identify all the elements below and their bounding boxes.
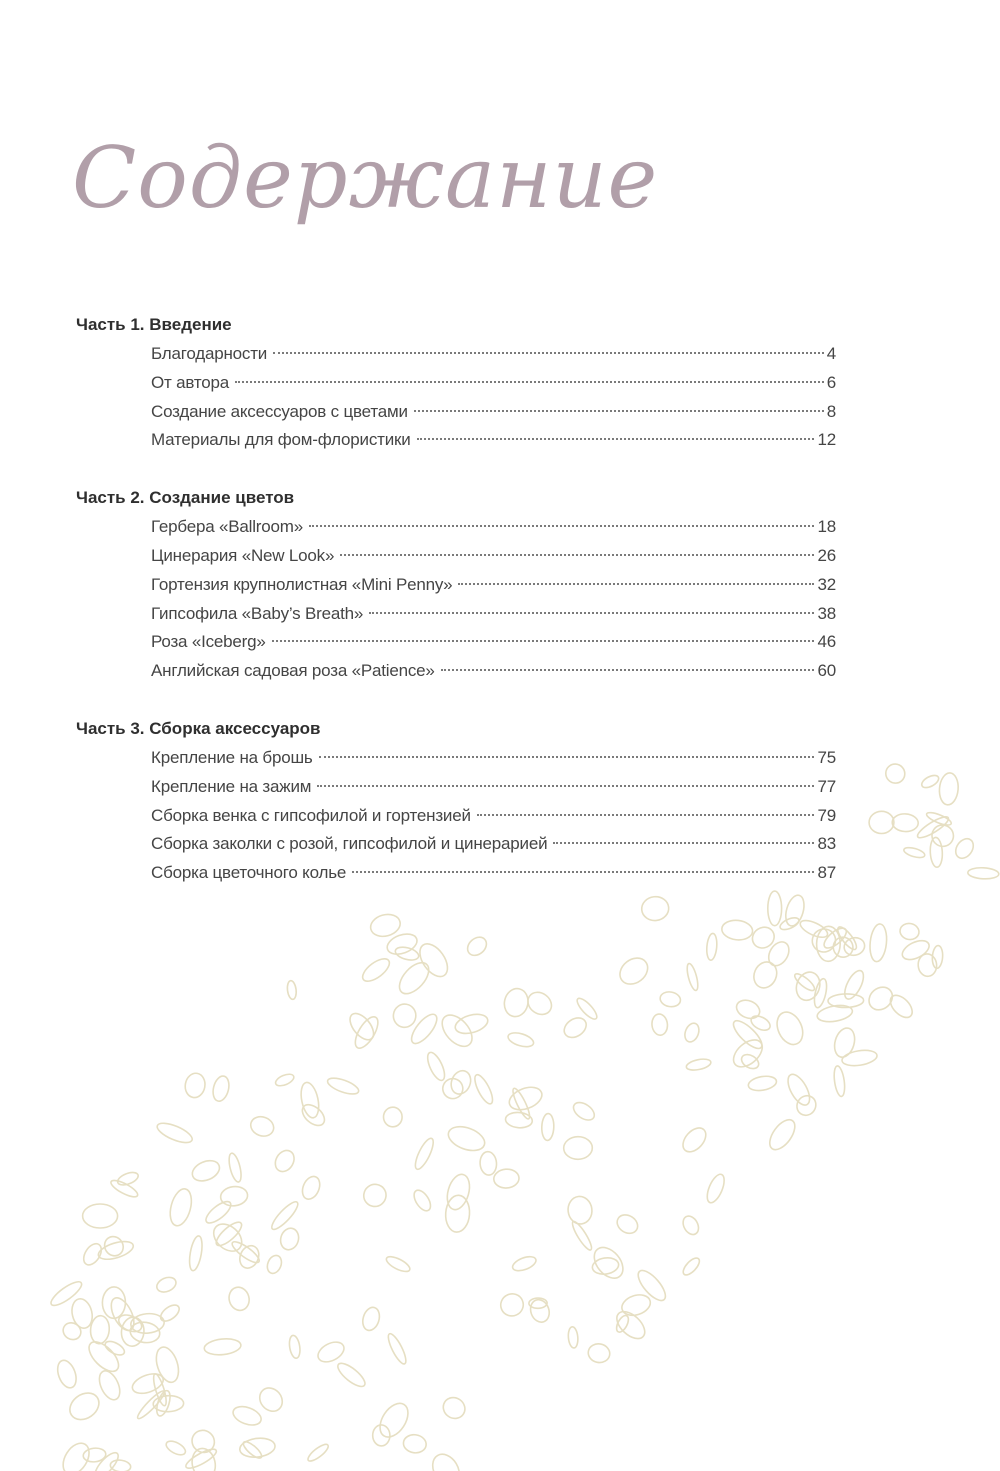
- petal-shape: [685, 1057, 711, 1072]
- entry-title: От автора: [151, 372, 230, 392]
- petal-shape: [83, 1204, 118, 1228]
- petal-shape: [286, 980, 297, 1000]
- petal-shape: [471, 1072, 495, 1106]
- petal-shape: [506, 1083, 545, 1114]
- petal-shape: [241, 1439, 264, 1460]
- petal-shape: [203, 1337, 241, 1356]
- petal-shape: [326, 1075, 361, 1097]
- petal-shape: [587, 1342, 612, 1364]
- petal-shape: [407, 1010, 441, 1047]
- petal-shape: [444, 1172, 474, 1212]
- petal-shape: [84, 1337, 124, 1377]
- dot-leader: [441, 669, 815, 671]
- entry-title: Материалы для фом-флористики: [151, 430, 411, 450]
- petal-shape: [561, 1014, 590, 1042]
- petal-shape: [265, 1253, 284, 1275]
- petal-shape: [793, 969, 824, 1004]
- section-heading: Часть 1. Введение: [76, 315, 232, 334]
- entry-title: Сборка цветочного колье: [151, 863, 347, 883]
- petal-shape: [634, 1266, 670, 1304]
- petal-shape: [932, 945, 944, 968]
- petal-shape: [278, 1226, 301, 1252]
- dot-leader: [477, 814, 815, 816]
- petal-shape: [211, 1074, 232, 1102]
- petal-shape: [315, 1338, 347, 1366]
- petal-shape: [116, 1312, 144, 1335]
- petal-shape: [739, 1052, 761, 1072]
- petal-shape: [734, 997, 763, 1022]
- petal-shape: [612, 1307, 650, 1344]
- petal-shape: [394, 945, 420, 962]
- petal-shape: [614, 1314, 631, 1334]
- entry-page-number: 32: [817, 574, 836, 594]
- petal-shape: [892, 813, 919, 832]
- petal-shape: [793, 1092, 819, 1119]
- petal-shape: [828, 994, 864, 1008]
- petal-shape: [792, 971, 816, 993]
- petal-shape: [187, 1235, 204, 1272]
- toc-entry[interactable]: [151, 600, 836, 629]
- petal-shape: [89, 1315, 110, 1345]
- entry-title: Сборка заколки с розой, гипсофилой и цинерарией: [151, 834, 548, 854]
- petal-shape: [227, 1152, 244, 1183]
- petal-shape: [155, 1275, 179, 1295]
- petal-shape: [915, 814, 951, 842]
- toc-entry[interactable]: [151, 513, 836, 542]
- petal-shape: [103, 1339, 126, 1358]
- entry-title: Создание аксессуаров с цветами: [151, 401, 408, 421]
- petal-shape: [158, 1302, 182, 1324]
- petal-shape: [236, 1243, 262, 1272]
- petal-shape: [109, 1177, 140, 1199]
- petal-shape: [784, 1071, 814, 1108]
- petal-shape: [816, 926, 840, 961]
- petal-shape: [721, 919, 754, 942]
- petal-shape: [747, 1074, 777, 1092]
- entry-page-number: 60: [817, 661, 836, 681]
- toc-section-3: [76, 714, 836, 888]
- entry-title: Цинерария «New Look»: [151, 545, 335, 565]
- petal-shape: [772, 1008, 808, 1049]
- petal-shape: [464, 934, 490, 960]
- petal-shape: [925, 810, 952, 827]
- petal-shape: [414, 939, 453, 982]
- petal-shape: [841, 968, 867, 1002]
- petal-shape: [183, 1072, 207, 1099]
- petal-shape: [680, 1255, 702, 1277]
- dot-leader: [352, 871, 814, 873]
- petal-shape: [680, 1213, 702, 1237]
- petal-shape: [130, 1312, 165, 1334]
- dot-leader: [309, 525, 814, 527]
- toc-entry[interactable]: [151, 398, 836, 427]
- petal-shape: [439, 1393, 469, 1422]
- petal-shape: [120, 1316, 145, 1347]
- petal-shape: [152, 1344, 182, 1385]
- toc-entry[interactable]: [151, 830, 836, 859]
- petal-shape: [831, 935, 856, 960]
- table-of-contents: [76, 310, 836, 916]
- entry-page-number: 12: [817, 430, 836, 450]
- petal-shape: [448, 1068, 474, 1097]
- petal-shape: [91, 1449, 121, 1471]
- section-heading: Часть 2. Создание цветов: [76, 488, 295, 508]
- petal-shape: [903, 846, 926, 860]
- page-title: Содержание: [72, 129, 659, 227]
- petal-shape: [383, 1107, 402, 1127]
- dot-leader: [317, 785, 814, 787]
- petal-shape: [184, 1446, 219, 1471]
- toc-entry[interactable]: [151, 571, 836, 600]
- petal-shape: [730, 1017, 766, 1053]
- petal-shape: [101, 1233, 127, 1260]
- petal-shape: [765, 938, 793, 969]
- entry-title: Благодарности: [151, 344, 268, 363]
- petal-shape: [812, 978, 829, 1009]
- toc-section-2: [76, 483, 836, 686]
- petal-shape: [445, 1122, 488, 1155]
- petal-shape: [493, 1168, 519, 1189]
- petal-shape: [651, 1013, 669, 1036]
- petal-shape: [130, 1370, 166, 1397]
- toc-entry[interactable]: [151, 744, 836, 773]
- petal-shape: [346, 1009, 379, 1044]
- petal-shape: [502, 986, 531, 1019]
- petal-shape: [510, 1087, 532, 1121]
- petal-shape: [749, 1013, 773, 1033]
- petal-shape: [564, 1136, 593, 1159]
- dot-leader: [272, 640, 815, 642]
- petal-shape: [154, 1389, 173, 1418]
- entry-title: Английская садовая роза «Patience»: [151, 661, 435, 681]
- petal-shape: [816, 1003, 854, 1024]
- petal-shape: [60, 1320, 84, 1343]
- petal-shape: [203, 1198, 234, 1227]
- petal-shape: [373, 1425, 391, 1446]
- petal-shape: [511, 1254, 538, 1274]
- petal-shape: [306, 1442, 331, 1464]
- petal-shape: [748, 923, 778, 952]
- section-heading: Часть 3. Сборка аксессуаров: [76, 718, 321, 738]
- toc-entry[interactable]: [151, 628, 836, 657]
- petal-shape: [153, 1395, 184, 1412]
- petal-shape: [164, 1438, 188, 1457]
- petal-shape: [151, 1373, 169, 1407]
- petal-shape: [48, 1278, 85, 1309]
- petal-shape: [952, 835, 977, 861]
- petal-shape: [821, 925, 850, 952]
- petal-shape: [360, 1305, 382, 1332]
- toc-entry[interactable]: [151, 859, 836, 888]
- petal-shape: [869, 811, 894, 834]
- entry-page-number: 6: [826, 372, 836, 392]
- petal-shape: [541, 1113, 554, 1140]
- petal-shape: [80, 1241, 105, 1268]
- petal-shape: [188, 1426, 219, 1457]
- petal-shape: [842, 935, 866, 957]
- petal-shape: [917, 953, 937, 977]
- petal-shape: [706, 933, 718, 961]
- petal-shape: [868, 923, 888, 962]
- dot-leader: [273, 352, 824, 354]
- petal-shape: [570, 1219, 595, 1252]
- petal-shape: [248, 1114, 276, 1140]
- petal-shape: [374, 1398, 413, 1442]
- petal-shape: [274, 1072, 296, 1088]
- petal-shape: [107, 1294, 139, 1334]
- entry-title: Сборка венка с гипсофилой и гортензией: [151, 805, 471, 825]
- petal-shape: [288, 1335, 301, 1359]
- petal-shape: [208, 1219, 247, 1257]
- entry-page-number: 26: [817, 545, 836, 565]
- petal-shape: [591, 1256, 620, 1276]
- petal-shape: [384, 930, 419, 958]
- petal-shape: [226, 1285, 251, 1313]
- petal-shape: [167, 1187, 196, 1229]
- toc-entry[interactable]: [151, 542, 836, 571]
- entry-page-number: 87: [817, 863, 836, 883]
- petal-shape: [230, 1239, 262, 1266]
- entry-title: Крепление на зажим: [151, 776, 312, 796]
- entry-title: Роза «Iceberg»: [151, 632, 266, 652]
- toc-entry[interactable]: [151, 802, 836, 831]
- petal-shape: [220, 1185, 249, 1207]
- petal-shape: [614, 1211, 641, 1237]
- petal-shape: [833, 1065, 847, 1097]
- petal-shape: [436, 1010, 477, 1052]
- toc-entry[interactable]: [151, 340, 836, 369]
- petal-shape: [567, 1326, 578, 1348]
- entry-page-number: 79: [817, 805, 836, 825]
- petal-shape: [841, 1048, 878, 1068]
- entry-title: Гербера «Ballroom»: [151, 517, 303, 537]
- petal-shape: [886, 991, 916, 1021]
- entry-page-number: 46: [817, 632, 836, 652]
- petal-shape: [96, 1238, 135, 1263]
- petal-shape: [798, 917, 830, 941]
- entry-page-number: 18: [817, 517, 836, 537]
- petal-shape: [135, 1388, 167, 1421]
- entry-page-number: 77: [817, 776, 836, 796]
- entry-title: Гипсофила «Baby’s Breath»: [151, 603, 364, 623]
- petal-shape: [359, 955, 393, 986]
- petal-shape: [269, 1199, 302, 1233]
- petal-shape: [427, 1449, 464, 1471]
- petal-shape: [882, 760, 909, 787]
- dot-leader: [414, 410, 824, 412]
- dot-leader: [319, 756, 815, 758]
- petal-shape: [831, 1026, 857, 1060]
- petal-shape: [679, 1124, 711, 1156]
- petal-shape: [392, 1002, 418, 1028]
- toc-entry[interactable]: [151, 657, 836, 686]
- petal-shape: [682, 1021, 701, 1044]
- petal-shape: [110, 1459, 132, 1471]
- petal-shape: [299, 1174, 323, 1202]
- petal-shape: [359, 1180, 390, 1211]
- entry-page-number: 75: [817, 747, 836, 767]
- petal-shape: [479, 1151, 497, 1175]
- petal-shape: [351, 1013, 382, 1051]
- petal-shape: [506, 1030, 535, 1049]
- toc-entry[interactable]: [151, 773, 836, 802]
- entry-title: Гортензия крупнолистная «Mini Penny»: [151, 574, 453, 594]
- petal-shape: [213, 1219, 245, 1249]
- petal-shape: [524, 988, 556, 1019]
- petal-shape: [704, 1172, 728, 1205]
- petal-shape: [65, 1388, 104, 1425]
- petal-shape: [930, 837, 944, 867]
- entry-page-number: 38: [817, 603, 836, 623]
- petal-shape: [808, 925, 840, 957]
- petal-shape: [402, 1433, 427, 1454]
- petal-shape: [529, 1298, 547, 1309]
- petal-shape: [899, 937, 932, 964]
- toc-entry[interactable]: [151, 426, 836, 455]
- petal-shape: [567, 1195, 594, 1225]
- petal-shape: [298, 1081, 321, 1120]
- dot-leader: [340, 554, 814, 556]
- petal-shape: [528, 1297, 553, 1325]
- entry-page-number: 83: [817, 834, 836, 854]
- petal-shape: [778, 915, 800, 932]
- petal-shape: [685, 963, 700, 992]
- petal-shape: [619, 1291, 653, 1318]
- petal-shape: [102, 1287, 126, 1319]
- petal-shape: [765, 1115, 800, 1154]
- petal-shape: [574, 996, 599, 1022]
- petal-shape: [835, 924, 860, 952]
- petal-shape: [189, 1446, 218, 1471]
- petal-shape: [83, 1447, 107, 1463]
- petal-shape: [255, 1383, 287, 1415]
- petal-shape: [899, 922, 921, 941]
- dot-leader: [417, 438, 815, 440]
- petal-shape: [615, 953, 653, 990]
- petal-shape: [394, 957, 434, 998]
- petal-shape: [385, 1332, 409, 1366]
- petal-shape: [69, 1297, 95, 1330]
- dot-leader: [235, 381, 824, 383]
- petal-shape: [920, 773, 941, 790]
- entry-page-number: 4: [826, 344, 836, 363]
- petal-shape: [424, 1050, 448, 1083]
- petal-shape: [659, 990, 682, 1008]
- petal-shape: [729, 1035, 768, 1072]
- petal-shape: [411, 1187, 434, 1213]
- petal-shape: [272, 1147, 298, 1175]
- petal-shape: [116, 1170, 140, 1187]
- dot-leader: [458, 583, 814, 585]
- petal-shape: [928, 821, 958, 851]
- toc-section-1: [76, 310, 836, 455]
- petal-shape: [864, 982, 897, 1014]
- toc-entry[interactable]: [151, 369, 836, 398]
- petal-shape: [570, 1099, 597, 1124]
- entry-title: Крепление на брошь: [151, 747, 313, 767]
- petal-shape: [231, 1403, 264, 1428]
- petal-shape: [155, 1119, 195, 1146]
- petal-shape: [239, 1436, 276, 1459]
- petal-shape: [444, 1195, 470, 1233]
- dot-leader: [369, 612, 814, 614]
- petal-shape: [129, 1320, 161, 1344]
- petal-shape: [968, 867, 1000, 880]
- petal-shape: [54, 1358, 79, 1391]
- petal-shape: [497, 1290, 527, 1319]
- petal-shape: [95, 1368, 124, 1403]
- petal-shape: [335, 1360, 369, 1391]
- petal-shape: [412, 1136, 437, 1171]
- petal-shape: [58, 1439, 95, 1471]
- petal-shape: [298, 1101, 328, 1130]
- petal-shape: [505, 1111, 533, 1128]
- petal-shape: [440, 1075, 466, 1101]
- dot-leader: [553, 842, 814, 844]
- petal-shape: [750, 958, 781, 991]
- petal-shape: [453, 1011, 490, 1037]
- entry-page-number: 8: [826, 401, 836, 421]
- petal-shape: [189, 1157, 222, 1185]
- petal-shape: [938, 772, 959, 805]
- petal-shape: [384, 1254, 412, 1275]
- petal-shape: [589, 1242, 629, 1284]
